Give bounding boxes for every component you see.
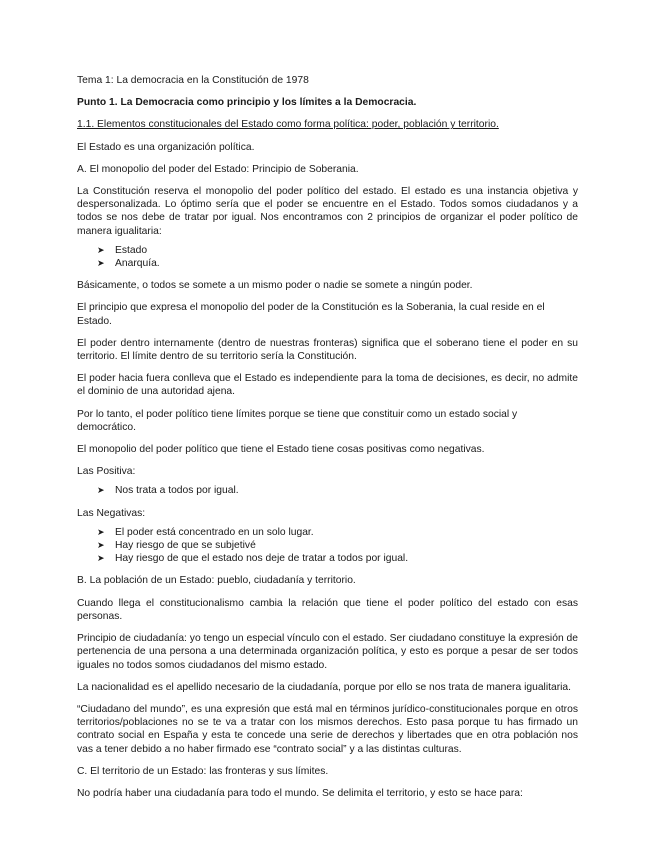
arrow-bullet-icon: ➤ (97, 258, 105, 269)
paragraph: El Estado es una organización política. (77, 141, 255, 153)
arrow-bullet-icon: ➤ (97, 526, 105, 537)
paragraph: La nacionalidad es el apellido necesario de la ciudadanía, porque por ello se nos trata de manera igualitaria. (77, 681, 572, 693)
bullet-list-negativas (77, 526, 578, 566)
heading-c: C. El territorio de un Estado: las fronteras y sus límites. (77, 765, 329, 777)
paragraph: “Ciudadano del mundo”, es una expresión que está mal en términos jurídico-constitucionales porque en otros territorios/poblaciones no se te va a tratar con los mismos derechos. Esto pasa porque tu has firmado un contrato social en España y esta te concede una serie de derechos y libertades que en otra población nos vas a tener debido a no haber firmado ese “contrato social” y a las distintas culturas. (77, 703, 578, 755)
paragraph: Principio de ciudadanía: yo tengo un especial vínculo con el estado. Ser ciudadano constituye la expresión de pertenencia de una persona a una determinada organización política, y esto es porque a pesar de ser todos iguales no todos somos ciudadanos del mismo estado. (77, 633, 578, 671)
list-item: ➤ El poder está concentrado en un solo lugar. (97, 526, 314, 538)
arrow-bullet-icon: ➤ (97, 553, 105, 564)
list-item: ➤ Estado (97, 244, 148, 256)
paragraph: El principio que expresa el monopolio del poder de la Constitución es la Soberania, la cual reside en el Estado. (77, 302, 545, 327)
paragraph: Cuando llega el constitucionalismo cambia la relación que tiene el poder político del estado con esas personas. (77, 597, 578, 622)
paragraph: Por lo tanto, el poder político tiene límites porque se tiene que constituir como un estado social y democrático. (77, 408, 518, 433)
document-title: Tema 1: La democracia en la Constitución de 1978 (77, 75, 309, 86)
list-item: ➤ Anarquía. (97, 258, 160, 270)
paragraph: El monopolio del poder político que tiene el Estado tiene cosas positivas como negativas. (77, 444, 485, 456)
subsection-heading: 1.1. Elementos constitucionales del Estado como forma política: poder, población y territorio. (77, 119, 499, 131)
bullet-list-principios (77, 244, 578, 270)
list-item: ➤ Hay riesgo de que el estado nos deje de tratar a todos por igual. (97, 553, 409, 565)
list-item: ➤ Nos trata a todos por igual. (97, 485, 239, 497)
label-negativas: Las Negativas: (77, 507, 146, 519)
paragraph: No podría haber una ciudadanía para todo el mundo. Se delimita el territorio, y esto se hace para: (77, 787, 523, 799)
list-item: ➤ Hay riesgo de que se subjetivé (97, 540, 256, 552)
paragraph: El poder hacia fuera conlleva que el Estado es independiente para la toma de decisiones, es decir, no admite el dominio de una autoridad ajena. (77, 373, 578, 398)
heading-b: B. La población de un Estado: pueblo, ciudadanía y territorio. (77, 575, 356, 587)
arrow-bullet-icon: ➤ (97, 540, 105, 551)
arrow-bullet-icon: ➤ (97, 244, 105, 255)
paragraph: El poder dentro internamente (dentro de nuestras fronteras) significa que el soberano tiene el poder en su territorio. El límite dentro de su territorio sería la Constitución. (77, 337, 578, 363)
section-heading: Punto 1. La Democracia como principio y los límites a la Democracia. (77, 97, 417, 109)
paragraph: Básicamente, o todos se somete a un mismo poder o nadie se somete a ningún poder. (77, 280, 473, 292)
paragraph: La Constitución reserva el monopolio del poder político del estado. El estado es una instancia objetiva y despersonalizada. Lo óptimo sería que el poder se encuentre en el Estado. Todos somos ciudadanos y a todos se nos debe de tratar por igual. Nos encontramos con 2 principios de organizar el poder político de manera igualitaria: (77, 186, 578, 237)
bullet-list-positivas (77, 484, 578, 497)
label-positiva: Las Positiva: (77, 466, 136, 478)
heading-a: A. El monopolio del poder del Estado: Principio de Soberania. (77, 163, 359, 175)
arrow-bullet-icon: ➤ (97, 485, 105, 496)
